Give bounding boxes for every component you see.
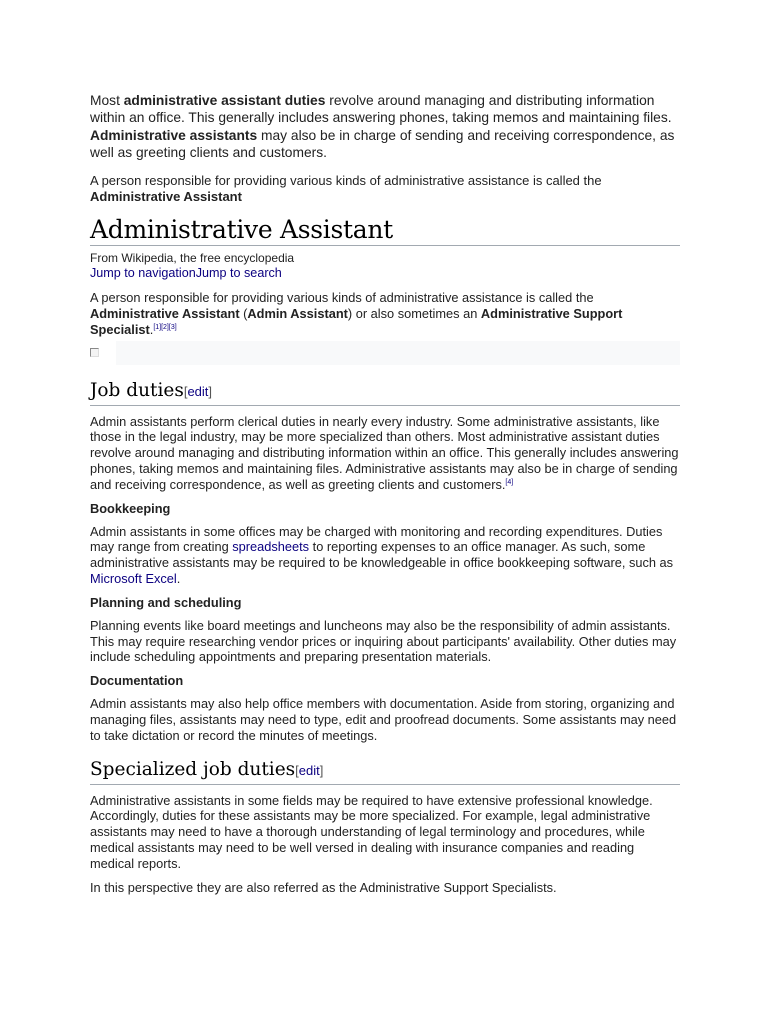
person-text: A person responsible for providing various kinds of administrative assistance is called the bbox=[90, 173, 602, 189]
planning-paragraph: Planning events like board meetings and luncheons may also be the responsibility of admin assistants. This may require researching vendor prices or inquiring about participants' availability. Other duties may include scheduling appointments and preparing presentation materials. bbox=[90, 617, 677, 665]
spreadsheets-link[interactable]: spreadsheets bbox=[232, 539, 310, 555]
intro-text: may also be in charge of sending and receiving correspondence, as well as greeting clients and customers. bbox=[90, 127, 675, 160]
documentation-paragraph: Admin assistants may also help office members with documentation. Aside from storing, organizing and managing files, assistants may need to type, edit and proofread documents. Some assistants may need to take dictation or record the minutes of meetings. bbox=[90, 696, 677, 743]
def-text: A person responsible for providing various kinds of administrative assistance is called the bbox=[90, 290, 594, 306]
document-page bbox=[90, 92, 680, 895]
person-bold: Administrative Assistant bbox=[90, 189, 242, 205]
image-placeholder bbox=[116, 341, 680, 365]
specialized-paragraph: Administrative assistants in some fields may be required to have extensive professional knowledge. Accordingly, duties for these assistants may be more specialized. For example, legal administrative assistants may need to have a thorough understanding of legal terminology and procedures, while medical assistants may need to be well versed in dealing with insurance companies and reading medical reports. bbox=[90, 792, 653, 871]
reference-links[interactable]: [1][2][3] bbox=[153, 323, 177, 331]
from-wikipedia: From Wikipedia, the free encyclopedia bbox=[90, 251, 295, 266]
def-text: ) or also sometimes an bbox=[347, 305, 481, 321]
perspective-paragraph: In this perspective they are also referred as the Administrative Support Specialists. bbox=[90, 879, 557, 895]
job-duties-text: Admin assistants perform clerical duties in nearly every industry. Some administrative assistants, like those in the legal industry, may be more specialized than others. Most administrative assistant duties revolve around managing and distributing information within an office. This generally includes answering phones, taking memos and maintaining files. Administrative assistants may also be in charge of sending and receiving correspondence, as well as greeting clients and customers. bbox=[90, 413, 679, 492]
jump-to-search-link[interactable]: Jump to search bbox=[195, 266, 282, 281]
bookkeeping-text: Admin assistants in some offices may be charged with monitoring and recording expenditures. Duties may range from creating bbox=[90, 523, 663, 555]
reference-link[interactable]: [4] bbox=[505, 478, 514, 486]
def-bold-title: Administrative Assistant bbox=[90, 305, 240, 321]
specialized-heading bbox=[90, 758, 680, 785]
edit-label[interactable]: edit bbox=[187, 383, 209, 399]
documentation-heading: Documentation bbox=[90, 673, 184, 689]
article-title: Administrative Assistant bbox=[90, 215, 680, 246]
jump-to-navigation-link[interactable]: Jump to navigation bbox=[90, 266, 196, 281]
intro-bold-duties: administrative assistant duties bbox=[123, 93, 326, 108]
intro-paragraph bbox=[90, 92, 680, 161]
image-row bbox=[90, 341, 680, 365]
intro-text: Most bbox=[90, 93, 124, 108]
definition-paragraph bbox=[90, 290, 680, 337]
planning-heading: Planning and scheduling bbox=[90, 594, 242, 610]
intro-bold-assistants: Administrative assistants bbox=[90, 127, 258, 143]
bookkeeping-heading: Bookkeeping bbox=[90, 500, 171, 516]
specialized-title: Specialized job duties bbox=[90, 758, 296, 780]
person-paragraph bbox=[90, 173, 680, 205]
job-duties-title: Job duties bbox=[90, 379, 184, 401]
def-text: . bbox=[149, 321, 154, 337]
bookkeeping-paragraph bbox=[90, 524, 680, 587]
def-bold-admin: Admin Assistant bbox=[247, 305, 348, 321]
bookkeeping-text: to reporting expenses to an office manager. As such, some administrative assistants may be required to be knowledgeable in office bookkeeping software, such as bbox=[90, 539, 674, 571]
edit-label[interactable]: edit bbox=[298, 762, 320, 778]
def-text: ( bbox=[239, 305, 248, 321]
microsoft-excel-link[interactable]: Microsoft Excel bbox=[90, 570, 177, 586]
def-bold-specialist: Administrative Support Specialist bbox=[90, 305, 623, 337]
edit-link[interactable]: [edit] bbox=[183, 383, 213, 399]
jump-links bbox=[90, 266, 680, 281]
broken-image-icon bbox=[90, 348, 99, 357]
job-duties-heading bbox=[90, 379, 680, 406]
intro-text: revolve around managing and distributing information within an office. This generally includes answering phones, taking memos and maintaining files. bbox=[90, 93, 672, 126]
job-duties-paragraph bbox=[90, 414, 680, 493]
edit-link[interactable]: [edit] bbox=[295, 762, 324, 778]
bookkeeping-text: . bbox=[176, 570, 181, 586]
